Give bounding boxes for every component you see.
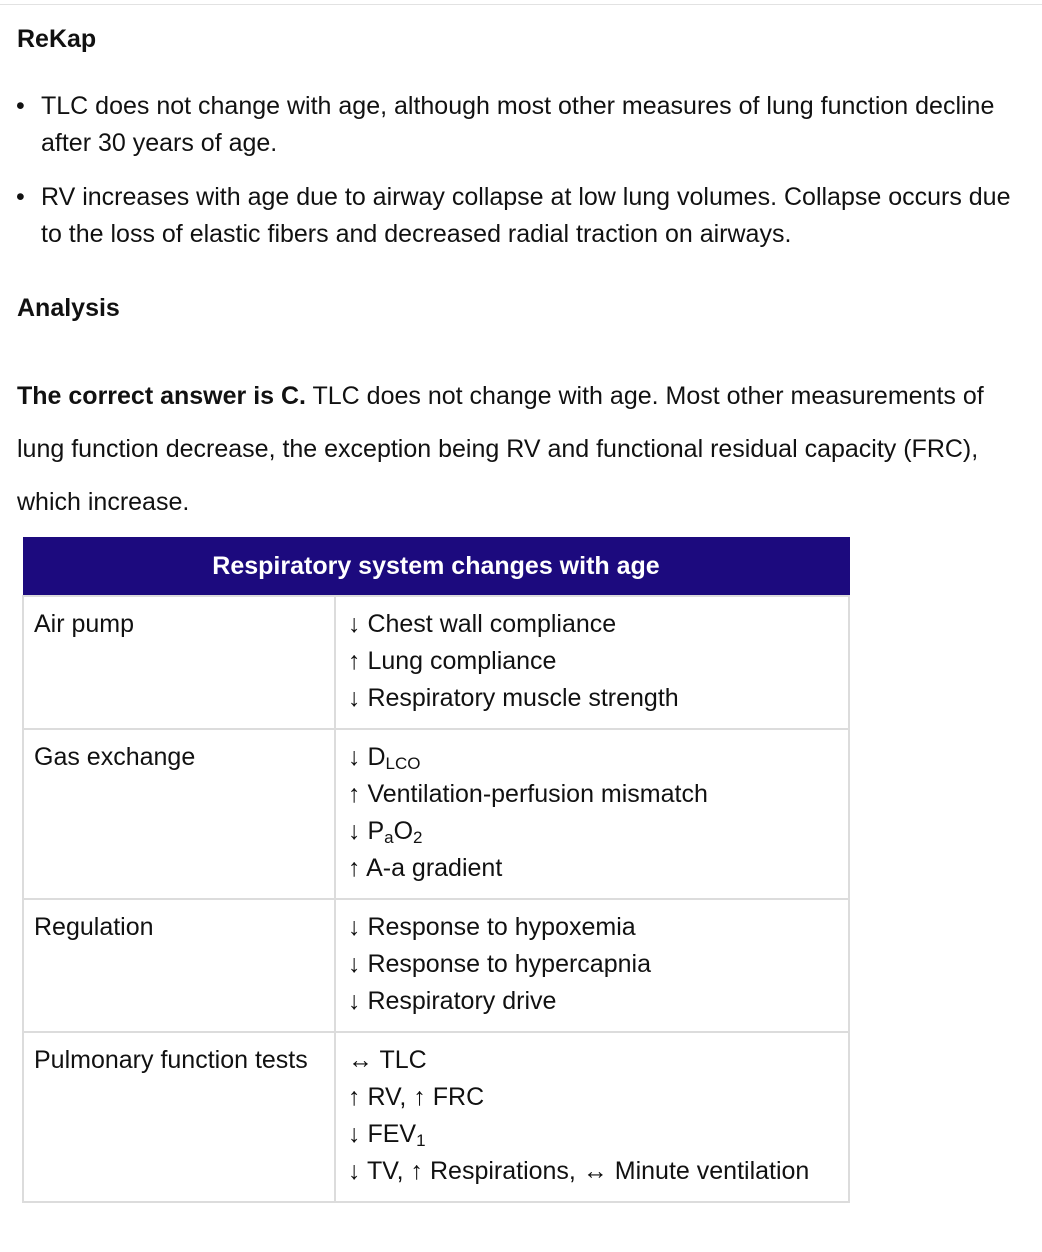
row-values-air-pump bbox=[335, 596, 849, 729]
pao2-subscript-a: a bbox=[384, 828, 394, 847]
list-item: ↔ TLC bbox=[348, 1046, 427, 1074]
bullet-dot-icon: • bbox=[16, 92, 25, 120]
list-item: ↓ Response to hypoxemia bbox=[348, 913, 636, 941]
analysis-text: TLC does not change with age. Most other measurements of lung function decrease, the exception being RV and functional residual capacity (FRC), which increase. bbox=[17, 382, 984, 516]
rekap-bullet-item bbox=[0, 179, 1031, 253]
rekap-heading: ReKap bbox=[17, 25, 97, 53]
fev-main: ↓ FEV bbox=[348, 1120, 417, 1148]
table-row bbox=[23, 729, 849, 899]
pao2-subscript-2: 2 bbox=[413, 828, 423, 847]
rekap-bullet-text: RV increases with age due to airway collapse at low lung volumes. Collapse occurs due to the loss of elastic fibers and decreased radial traction on airways. bbox=[41, 183, 1011, 248]
list-item: ↑ A-a gradient bbox=[348, 854, 503, 882]
table-row bbox=[23, 899, 849, 1032]
dlco-main: ↓ D bbox=[348, 743, 386, 771]
row-label-pulmonary-function-tests: Pulmonary function tests bbox=[23, 1032, 335, 1202]
list-item: ↑ RV, ↑ FRC bbox=[348, 1083, 485, 1111]
list-item bbox=[348, 813, 838, 850]
row-label-gas-exchange: Gas exchange bbox=[23, 729, 335, 899]
list-item: ↓ Chest wall compliance bbox=[348, 610, 617, 638]
correct-answer-lead: The correct answer is C. bbox=[17, 382, 307, 410]
rekap-bullet-text: TLC does not change with age, although most other measures of lung function decline after 30 years of age. bbox=[41, 92, 995, 157]
bullet-dot-icon: • bbox=[16, 183, 25, 211]
analysis-paragraph bbox=[17, 370, 1017, 529]
row-values-pulmonary-function-tests bbox=[335, 1032, 849, 1202]
list-item: ↑ Lung compliance bbox=[348, 647, 557, 675]
row-values-gas-exchange bbox=[335, 729, 849, 899]
table-row bbox=[23, 596, 849, 729]
pao2-main: ↓ P bbox=[348, 817, 385, 845]
list-item bbox=[348, 1116, 838, 1153]
dlco-subscript: LCO bbox=[385, 754, 421, 773]
row-label-air-pump: Air pump bbox=[23, 596, 335, 729]
pao2-o: O bbox=[393, 817, 414, 845]
list-item: ↓ Respiratory muscle strength bbox=[348, 684, 679, 712]
table-header-row bbox=[23, 538, 849, 597]
table-row bbox=[23, 1032, 849, 1202]
rekap-bullet-list bbox=[0, 88, 1042, 270]
top-divider bbox=[0, 4, 1042, 5]
table-title: Respiratory system changes with age bbox=[23, 538, 849, 597]
list-item: ↓ Respiratory drive bbox=[348, 987, 557, 1015]
list-item: ↑ Ventilation-perfusion mismatch bbox=[348, 780, 708, 808]
analysis-heading: Analysis bbox=[17, 294, 120, 322]
respiratory-changes-table bbox=[22, 537, 850, 1203]
list-item bbox=[348, 739, 838, 776]
fev-subscript: 1 bbox=[416, 1131, 426, 1150]
row-label-regulation: Regulation bbox=[23, 899, 335, 1032]
row-values-regulation bbox=[335, 899, 849, 1032]
list-item: ↓ Response to hypercapnia bbox=[348, 950, 651, 978]
rekap-bullet-item bbox=[0, 88, 1031, 162]
list-item: ↓ TV, ↑ Respirations, ↔ Minute ventilation bbox=[348, 1157, 810, 1185]
